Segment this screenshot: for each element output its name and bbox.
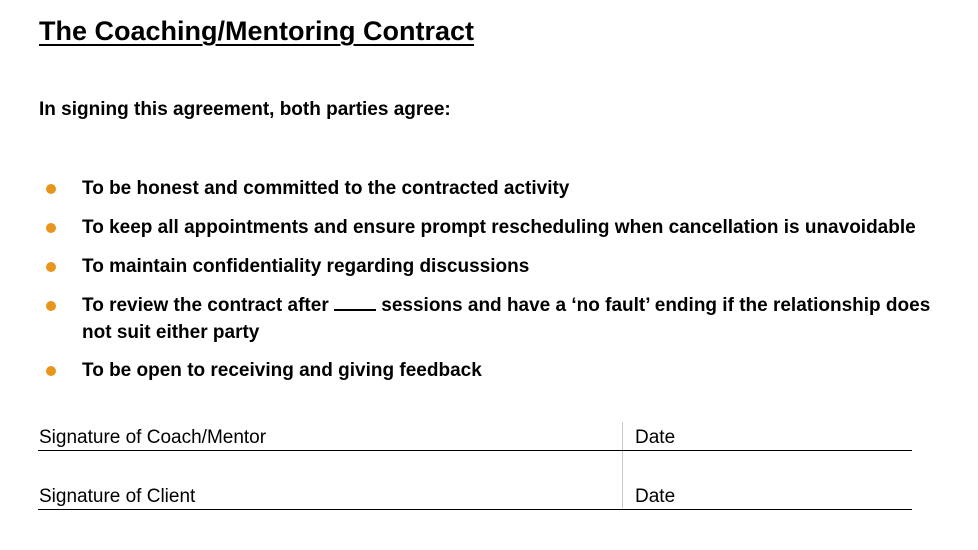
bullet-icon — [46, 262, 56, 272]
sessions-blank — [334, 292, 376, 311]
list-item-text: To maintain confidentiality regarding discussions — [82, 256, 530, 277]
document-title: The Coaching/Mentoring Contract — [39, 16, 474, 46]
list-item-text-after: sessions and have a ‘no fault’ ending if the relationship does not suit either party — [82, 295, 931, 343]
signature-table — [38, 422, 912, 510]
coach-date-label: Date — [635, 427, 676, 448]
list-item-text-before: To review the contract after — [82, 295, 334, 316]
bullet-icon — [46, 301, 56, 311]
client-date-label: Date — [635, 486, 676, 507]
coach-signature-label: Signature of Coach/Mentor — [39, 427, 267, 448]
list-item-text: To be honest and committed to the contracted activity — [82, 178, 570, 199]
intro-text: In signing this agreement, both parties agree: — [39, 99, 451, 120]
bullet-icon — [46, 184, 56, 194]
bullet-icon — [46, 223, 56, 233]
signature-spacer — [38, 451, 912, 481]
bullet-icon — [46, 366, 56, 376]
signature-row-client — [38, 481, 912, 510]
client-signature-label: Signature of Client — [39, 486, 196, 507]
list-item-text: To be open to receiving and giving feedback — [82, 360, 482, 381]
list-item-text — [82, 292, 952, 346]
signature-row-coach — [38, 422, 912, 451]
list-item-text: To keep all appointments and ensure prompt rescheduling when cancellation is unavoidable — [82, 217, 916, 238]
